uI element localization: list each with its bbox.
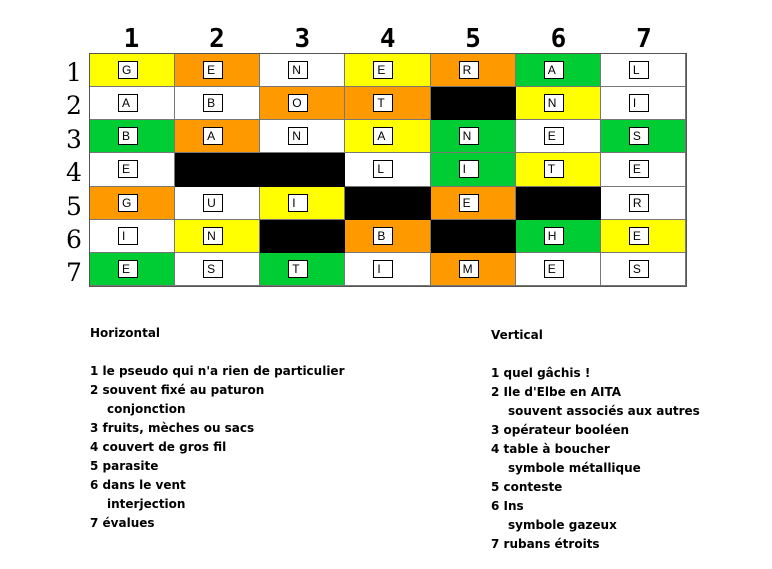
column-number: 4	[379, 24, 396, 54]
cell-letter: N	[203, 227, 223, 245]
cell-letter: I	[118, 227, 138, 245]
cell-letter: E	[459, 194, 479, 212]
cell-letter: N	[288, 61, 308, 79]
grid-cell	[601, 187, 686, 220]
horizontal-clues	[90, 324, 345, 533]
grid-cell	[431, 253, 516, 286]
cell-letter: E	[544, 127, 564, 145]
row-number: 3	[66, 124, 82, 154]
black-cell	[260, 220, 345, 253]
clue-line: 7 évalues	[90, 516, 155, 530]
grid-cell	[90, 87, 175, 120]
grid-cell	[601, 54, 686, 87]
vertical-clues	[491, 326, 700, 554]
grid-cell	[431, 187, 516, 220]
row-number: 5	[66, 191, 82, 221]
clue-line: interjection	[107, 497, 186, 511]
grid-cell	[260, 54, 345, 87]
cell-letter: E	[544, 260, 564, 278]
cell-letter: A	[373, 127, 393, 145]
row-number: 2	[66, 91, 82, 121]
grid-cell	[260, 187, 345, 220]
grid-cell	[345, 153, 430, 186]
black-cell	[260, 153, 345, 186]
clue-line: 7 rubans étroits	[491, 537, 600, 551]
clue-line: souvent associés aux autres	[508, 404, 700, 418]
grid-cell	[516, 120, 601, 153]
grid-cell	[516, 153, 601, 186]
grid-cell	[516, 220, 601, 253]
row-number: 6	[66, 225, 82, 254]
grid-cell	[90, 54, 175, 87]
crossword-grid	[89, 53, 687, 287]
clue-line: 4 couvert de gros fil	[90, 440, 227, 454]
cell-letter: T	[373, 94, 393, 112]
column-number: 5	[465, 24, 481, 54]
column-number: 3	[294, 24, 311, 54]
cell-letter: A	[544, 61, 564, 79]
grid-cell	[345, 253, 430, 286]
grid-cell	[431, 120, 516, 153]
column-number: 1	[123, 24, 140, 54]
column-number: 2	[209, 24, 225, 54]
clue-line: 1 le pseudo qui n'a rien de particulier	[90, 364, 345, 378]
grid-cell	[601, 153, 686, 186]
clue-line: 3 fruits, mèches ou sacs	[90, 421, 255, 435]
grid-cell	[601, 87, 686, 120]
black-cell	[516, 187, 601, 220]
horizontal-title: Horizontal	[90, 326, 161, 340]
cell-letter: I	[288, 194, 308, 212]
grid-cell	[260, 120, 345, 153]
cell-letter: I	[373, 260, 393, 278]
cell-letter: M	[459, 260, 479, 278]
cell-letter: B	[203, 94, 223, 112]
cell-letter: E	[629, 227, 649, 245]
cell-letter: N	[544, 94, 564, 112]
clue-line: 2 souvent fixé au paturon	[90, 383, 265, 397]
grid-cell	[345, 87, 430, 120]
clue-line: 3 opérateur booléen	[491, 423, 630, 437]
row-number: 1	[66, 58, 82, 87]
cell-letter: S	[629, 260, 649, 278]
black-cell	[431, 87, 516, 120]
clue-line: 2 Ile d'Elbe en AITA	[491, 385, 622, 399]
cell-letter: G	[118, 194, 138, 212]
clue-line: symbole métallique	[508, 461, 641, 475]
vertical-title: Vertical	[491, 328, 543, 342]
grid-cell	[175, 87, 260, 120]
cell-letter: R	[459, 61, 479, 79]
cell-letter: I	[629, 94, 649, 112]
cell-letter: E	[118, 260, 138, 278]
grid-cell	[516, 87, 601, 120]
grid-cell	[175, 54, 260, 87]
black-cell	[175, 153, 260, 186]
row-number: 4	[66, 158, 82, 188]
cell-letter: O	[288, 94, 308, 112]
column-number: 7	[636, 24, 652, 54]
grid-cell	[175, 220, 260, 253]
cell-letter: E	[203, 61, 223, 79]
grid-cell	[175, 120, 260, 153]
grid-cell	[601, 120, 686, 153]
grid-cell	[90, 153, 175, 186]
cell-letter: H	[544, 227, 564, 245]
cell-letter: N	[459, 127, 479, 145]
cell-letter: A	[203, 127, 223, 145]
grid-cell	[431, 153, 516, 186]
clue-line: 6 Ins	[491, 499, 524, 513]
cell-letter: T	[544, 160, 564, 178]
grid-cell	[175, 187, 260, 220]
cell-letter: L	[629, 61, 649, 79]
cell-letter: I	[459, 160, 479, 178]
black-cell	[431, 220, 516, 253]
grid-cell	[601, 253, 686, 286]
grid-cell	[516, 253, 601, 286]
grid-cell	[260, 87, 345, 120]
clue-line: 6 dans le vent	[90, 478, 186, 492]
grid-cell	[345, 54, 430, 87]
grid-cell	[260, 253, 345, 286]
clue-line: 1 quel gâchis !	[491, 366, 591, 380]
cell-letter: R	[629, 194, 649, 212]
clue-line: 5 parasite	[90, 459, 159, 473]
row-number: 7	[66, 258, 82, 288]
cell-letter: T	[288, 260, 308, 278]
grid-cell	[345, 220, 430, 253]
grid-cell	[90, 253, 175, 286]
black-cell	[345, 187, 430, 220]
grid-cell	[175, 253, 260, 286]
grid-cell	[345, 120, 430, 153]
clue-line: conjonction	[107, 402, 186, 416]
grid-cell	[516, 54, 601, 87]
cell-letter: B	[118, 127, 138, 145]
cell-letter: B	[373, 227, 393, 245]
cell-letter: N	[288, 127, 308, 145]
cell-letter: E	[373, 61, 393, 79]
clue-line: 5 conteste	[491, 480, 563, 494]
grid-cell	[90, 120, 175, 153]
cell-letter: S	[203, 260, 223, 278]
cell-letter: E	[629, 160, 649, 178]
cell-letter: A	[118, 94, 138, 112]
cell-letter: G	[118, 61, 138, 79]
grid-cell	[601, 220, 686, 253]
clue-line: symbole gazeux	[508, 518, 617, 532]
cell-letter: S	[629, 127, 649, 145]
clue-line: 4 table à boucher	[491, 442, 610, 456]
cell-letter: U	[203, 194, 223, 212]
cell-letter: E	[118, 160, 138, 178]
grid-cell	[90, 220, 175, 253]
cell-letter: L	[373, 160, 393, 178]
column-number: 6	[550, 24, 567, 54]
grid-cell	[90, 187, 175, 220]
grid-cell	[431, 54, 516, 87]
